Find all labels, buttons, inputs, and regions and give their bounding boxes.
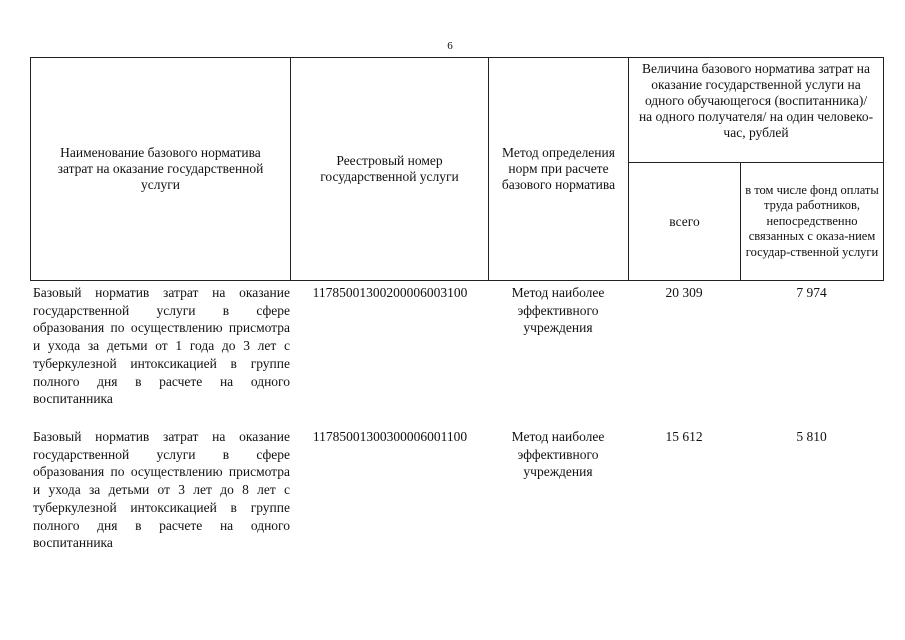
row-method: Метод наиболее эффективного учреждения [511,285,605,336]
row-fund: 5 810 [796,429,827,444]
header-total: всего [629,163,741,281]
row-name: Базовый норматив затрат на оказание государственной услуги в сфере образования по осуществлению присмотра и ухода за детьми от 3 лет до 8 лет с туберкулезной интоксикацией в группе полного дня в расчете на одного воспитанника [33,429,290,551]
row-name: Базовый норматив затрат на оказание государственной услуги в сфере образования по осуществлению присмотра и ухода за детьми от 1 года до 3 лет с туберкулезной интоксикацией в группе полного дня в расчете на одного воспитанника [33,285,290,407]
row-method: Метод наиболее эффективного учреждения [511,429,605,480]
row-total: 20 309 [665,285,703,300]
row-registry: 11785001300300006001100 [312,429,468,444]
header-value: Величина базового норматива затрат на оказание государственной услуги на одного обучающегося (воспитанника)/ на одного получателя/ на один человеко-час, рублей [629,58,884,163]
header-table [30,57,884,281]
row-fund: 7 974 [796,285,827,300]
row-total: 15 612 [665,429,703,444]
page-number: 6 [447,40,453,52]
header-method: Метод определения норм при расчете базового норматива [489,58,629,281]
header-registry: Реестровый номер государственной услуги [291,58,489,281]
header-fund: в том числе фонд оплаты труда работников, непосредственно связанных с оказа-нием государ-ственной услуги [741,163,884,281]
row-registry: 11785001300200006003100 [312,285,468,300]
header-name: Наименование базового норматива затрат на оказание государственной услуги [31,58,291,281]
